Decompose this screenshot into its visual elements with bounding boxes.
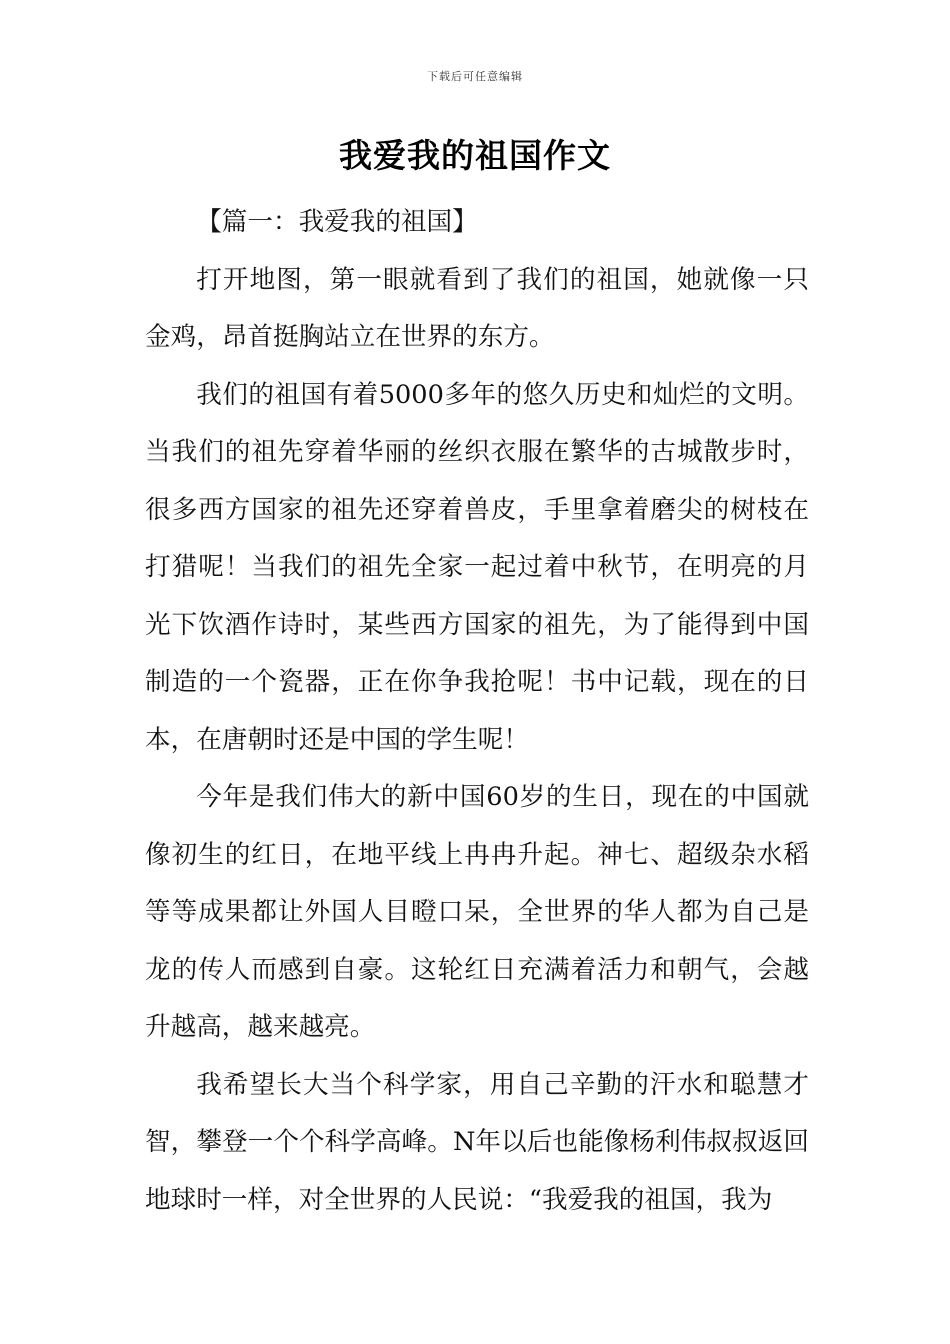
header-note: 下载后可任意编辑 [427, 70, 523, 83]
paragraph-1: 打开地图，第一眼就看到了我们的祖国，她就像一只金鸡，昂首挺胸站立在世界的东方。 [145, 264, 809, 352]
paragraph-2: 我们的祖国有着5000多年的悠久历史和灿烂的文明。当我们的祖先穿着华丽的丝织衣服在繁华的古城散步时，很多西方国家的祖先还穿着兽皮，手里拿着磨尖的树枝在打猎呢！当我们的祖先全家一起过着中秋节，在明亮的月光下饮酒作诗时，某些西方国家的祖先，为了能得到中国制造的一个瓷器，正在你争我抢呢！书中记载，现在的日本，在唐朝时还是中国的学生呢！ [145, 379, 809, 755]
paragraph-3: 今年是我们伟大的新中国60岁的生日，现在的中国就像初生的红日，在地平线上冉冉升起。神七、超级杂水稻等等成果都让外国人目瞪口呆，全世界的华人都为自己是龙的传人而感到自豪。这轮红日充满着活力和朝气，会越升越高，越来越亮。 [145, 782, 809, 1042]
document-body [145, 194, 809, 1229]
document-title: 我爱我的祖国作文 [339, 136, 611, 175]
section-heading: 【篇一：我爱我的祖国】 [196, 207, 478, 237]
paragraph-4: 我希望长大当个科学家，用自己辛勤的汗水和聪慧才智，攀登一个个科学高峰。N年以后也能像杨利伟叔叔返回地球时一样，对全世界的人民说：“我爱我的祖国，我为 [145, 1069, 809, 1215]
